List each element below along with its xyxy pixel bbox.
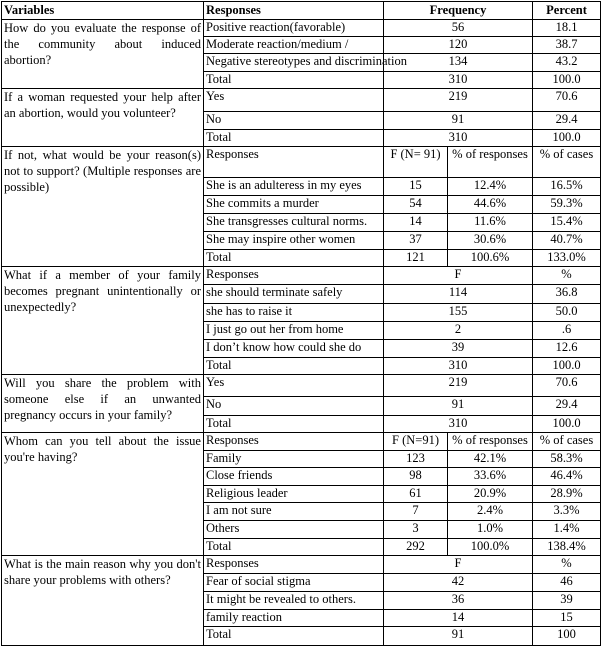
variable-question: If not, what would be your reason(s) not to support? (Multiple responses are possible) — [2, 147, 204, 267]
percent-of-cases-value: 133.0% — [533, 250, 601, 267]
percent-of-responses-value: 100.6% — [448, 250, 533, 267]
survey-results-table — [1, 1, 601, 646]
frequency-value: 14 — [384, 214, 448, 232]
subheader-percent: % — [533, 267, 601, 285]
response-label: Negative stereotypes and discrimination — [204, 54, 384, 72]
subheader-responses: Responses — [204, 556, 384, 574]
frequency-value: 310 — [384, 130, 533, 147]
percent-of-responses-value: 1.0% — [448, 521, 533, 539]
variable-question: If a woman requested your help after an abortion, would you volunteer? — [2, 89, 204, 147]
percent-of-responses-value: 30.6% — [448, 232, 533, 250]
response-label: Total — [204, 250, 384, 267]
frequency-value: 15 — [384, 178, 448, 196]
percent-of-cases-value: 16.5% — [533, 178, 601, 196]
response-label: No — [204, 397, 384, 416]
response-label: Yes — [204, 375, 384, 397]
response-label: Fear of social stigma — [204, 574, 384, 592]
frequency-value: 61 — [384, 486, 448, 503]
response-label: I just go out her from home — [204, 322, 384, 340]
response-label: She is an adulteress in my eyes — [204, 178, 384, 196]
table-header-row — [2, 2, 601, 20]
response-label: she should terminate safely — [204, 285, 384, 304]
subheader-frequency: F — [384, 267, 533, 285]
percent-value: 29.4 — [533, 397, 601, 416]
percent-of-responses-value: 100.0% — [448, 539, 533, 556]
response-label: Total — [204, 416, 384, 433]
frequency-value: 2 — [384, 322, 533, 340]
response-label: She commits a murder — [204, 196, 384, 214]
percent-value: 18.1 — [533, 20, 601, 37]
variable-question: Will you share the problem with someone else if an unwanted pregnancy occurs in your family? — [2, 375, 204, 433]
percent-value: 43.2 — [533, 54, 601, 72]
frequency-value: 56 — [384, 20, 533, 37]
percent-of-responses-value: 11.6% — [448, 214, 533, 232]
response-label: Others — [204, 521, 384, 539]
table-row — [2, 556, 601, 574]
frequency-value: 7 — [384, 503, 448, 521]
frequency-value: 310 — [384, 358, 533, 375]
response-label: Moderate reaction/medium / — [204, 37, 384, 54]
table-row — [2, 267, 601, 285]
table-row — [2, 375, 601, 397]
table-row — [2, 89, 601, 112]
variable-question: Whom can you tell about the issue you're having? — [2, 433, 204, 556]
response-label: Total — [204, 539, 384, 556]
header-variables: Variables — [2, 2, 204, 20]
percent-of-responses-value: 12.4% — [448, 178, 533, 196]
frequency-value: 14 — [384, 610, 533, 627]
frequency-value: 91 — [384, 112, 533, 130]
subheader-frequency: F (N=91) — [384, 433, 448, 451]
frequency-value: 114 — [384, 285, 533, 304]
frequency-value: 134 — [384, 54, 533, 72]
percent-of-cases-value: 59.3% — [533, 196, 601, 214]
percent-of-cases-value: 15.4% — [533, 214, 601, 232]
response-label: she has to raise it — [204, 304, 384, 322]
frequency-value: 310 — [384, 72, 533, 89]
frequency-value: 37 — [384, 232, 448, 250]
frequency-value: 36 — [384, 592, 533, 610]
response-label: family reaction — [204, 610, 384, 627]
table-row — [2, 433, 601, 451]
frequency-value: 91 — [384, 627, 533, 646]
header-responses: Responses — [204, 2, 384, 20]
table-row — [2, 147, 601, 178]
percent-value: 70.6 — [533, 89, 601, 112]
percent-of-responses-value: 33.6% — [448, 468, 533, 486]
subheader-percent: % — [533, 556, 601, 574]
header-percent: Percent — [533, 2, 601, 20]
percent-value: 100 — [533, 627, 601, 646]
frequency-value: 123 — [384, 451, 448, 468]
percent-of-cases-value: 58.3% — [533, 451, 601, 468]
percent-value: 100.0 — [533, 358, 601, 375]
variable-question: What if a member of your family becomes pregnant unintentionally or unexpectedly? — [2, 267, 204, 375]
subheader-percent-responses: % of responses — [448, 433, 533, 451]
response-label: Total — [204, 72, 384, 89]
response-label: It might be revealed to others. — [204, 592, 384, 610]
response-label: Family — [204, 451, 384, 468]
percent-value: 70.6 — [533, 375, 601, 397]
subheader-frequency: F — [384, 556, 533, 574]
response-label: Religious leader — [204, 486, 384, 503]
subheader-percent-responses: % of responses — [448, 147, 533, 178]
percent-of-responses-value: 42.1% — [448, 451, 533, 468]
response-label: I am not sure — [204, 503, 384, 521]
frequency-value: 121 — [384, 250, 448, 267]
frequency-value: 3 — [384, 521, 448, 539]
subheader-responses: Responses — [204, 147, 384, 178]
frequency-value: 292 — [384, 539, 448, 556]
percent-of-cases-value: 46.4% — [533, 468, 601, 486]
percent-value: 36.8 — [533, 285, 601, 304]
percent-value: 100.0 — [533, 416, 601, 433]
frequency-value: 54 — [384, 196, 448, 214]
subheader-responses: Responses — [204, 433, 384, 451]
percent-of-cases-value: 138.4% — [533, 539, 601, 556]
percent-value: .6 — [533, 322, 601, 340]
response-label: Total — [204, 130, 384, 147]
percent-value: 39 — [533, 592, 601, 610]
response-label: Total — [204, 358, 384, 375]
percent-of-responses-value: 44.6% — [448, 196, 533, 214]
percent-value: 29.4 — [533, 112, 601, 130]
response-label: Total — [204, 627, 384, 646]
frequency-value: 91 — [384, 397, 533, 416]
response-label: I don’t know how could she do — [204, 340, 384, 358]
percent-of-cases-value: 40.7% — [533, 232, 601, 250]
header-frequency: Frequency — [384, 2, 533, 20]
frequency-value: 155 — [384, 304, 533, 322]
frequency-value: 310 — [384, 416, 533, 433]
frequency-value: 98 — [384, 468, 448, 486]
frequency-value: 120 — [384, 37, 533, 54]
percent-value: 15 — [533, 610, 601, 627]
subheader-frequency: F (N= 91) — [384, 147, 448, 178]
percent-value: 38.7 — [533, 37, 601, 54]
percent-value: 100.0 — [533, 72, 601, 89]
frequency-value: 219 — [384, 375, 533, 397]
response-label: No — [204, 112, 384, 130]
response-label: Positive reaction(favorable) — [204, 20, 384, 37]
percent-of-cases-value: 3.3% — [533, 503, 601, 521]
percent-of-responses-value: 20.9% — [448, 486, 533, 503]
variable-question: How do you evaluate the response of the community about induced abortion? — [2, 20, 204, 89]
frequency-value: 39 — [384, 340, 533, 358]
subheader-percent-cases: % of cases — [533, 147, 601, 178]
response-label: She transgresses cultural norms. — [204, 214, 384, 232]
subheader-responses: Responses — [204, 267, 384, 285]
percent-value: 100.0 — [533, 130, 601, 147]
variable-question: What is the main reason why you don't share your problems with others? — [2, 556, 204, 646]
percent-value: 12.6 — [533, 340, 601, 358]
percent-of-responses-value: 2.4% — [448, 503, 533, 521]
frequency-value: 219 — [384, 89, 533, 112]
response-label: Yes — [204, 89, 384, 112]
response-label: She may inspire other women — [204, 232, 384, 250]
response-label: Close friends — [204, 468, 384, 486]
percent-of-cases-value: 1.4% — [533, 521, 601, 539]
percent-value: 46 — [533, 574, 601, 592]
frequency-value: 42 — [384, 574, 533, 592]
subheader-percent-cases: % of cases — [533, 433, 601, 451]
table-row — [2, 20, 601, 37]
percent-of-cases-value: 28.9% — [533, 486, 601, 503]
percent-value: 50.0 — [533, 304, 601, 322]
